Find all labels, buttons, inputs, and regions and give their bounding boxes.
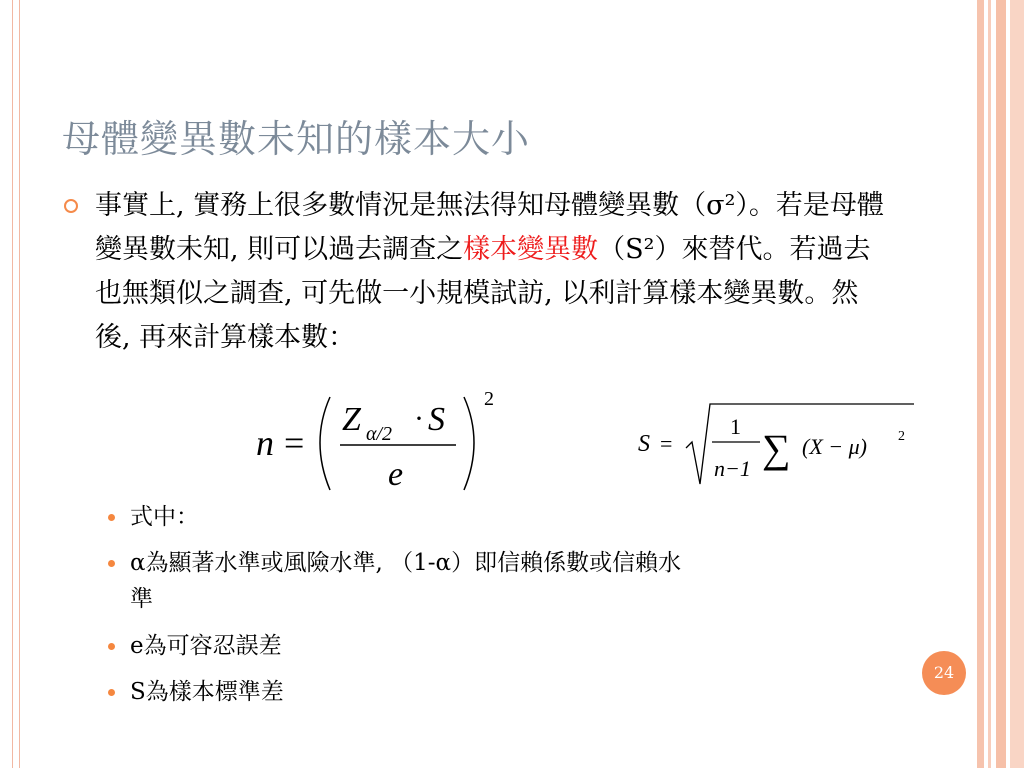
highlight-text: 樣本變異數 — [463, 234, 599, 265]
paragraph-text: （S²）來替代。若過去也無類似之調查, 可先做一小規模試訪, 以利計算樣本變異數。然後, 再來計算樣本數： — [95, 234, 871, 353]
sub-bullet-text: S為樣本標準差 — [130, 679, 284, 705]
sub-bullet-text: α為顯著水準或風險水準, （1-α）即信賴係數或信賴水 — [130, 550, 682, 576]
formula-one: 1 — [730, 414, 741, 439]
formula-sum: ∑ — [762, 426, 791, 471]
sub-bullet-text: 式中： — [130, 504, 199, 530]
formula-lhs-s: S — [638, 431, 650, 457]
formula-exponent: 2 — [484, 388, 494, 410]
main-paragraph — [95, 184, 885, 360]
formula-n-minus-1: n−1 — [714, 456, 751, 481]
sample-size-formula — [250, 385, 510, 500]
slide-title: 母體變異數未知的樣本大小 — [62, 117, 531, 161]
side-stripe — [1010, 0, 1024, 768]
side-stripe — [996, 0, 1006, 768]
formula-e: e — [388, 456, 404, 493]
formula-s: S — [428, 401, 445, 438]
sub-bullet-icon — [108, 643, 115, 650]
margin-line-left — [12, 0, 13, 768]
margin-line-right — [19, 0, 20, 768]
sub-bullet-icon — [108, 560, 115, 567]
sub-bullet-text-continued: 準 — [130, 586, 153, 612]
page-number-badge: 24 — [922, 651, 966, 695]
formula-dot: · — [414, 402, 424, 435]
formula-exponent: 2 — [898, 429, 905, 444]
formula-term: (X − μ) — [802, 434, 867, 459]
formula-z: Z — [342, 401, 361, 438]
formula-subscript: α/2 — [366, 423, 393, 445]
sub-bullet-icon — [108, 514, 115, 521]
bullet-icon — [64, 199, 78, 213]
sub-bullet-text: e為可容忍誤差 — [130, 633, 282, 659]
formula-lhs-n: n — [256, 423, 274, 463]
standard-deviation-formula — [636, 396, 921, 491]
side-stripe — [977, 0, 984, 768]
paragraph-text: 事實上, 實務上很多數情況是無法得知母體變異數（σ²）。若是母體變異數未知, 則可以過去調查之 — [95, 190, 884, 265]
side-stripe — [988, 0, 991, 768]
formula-equals: = — [284, 423, 305, 463]
formula-equals: = — [660, 431, 673, 456]
sub-bullet-icon — [108, 689, 115, 696]
